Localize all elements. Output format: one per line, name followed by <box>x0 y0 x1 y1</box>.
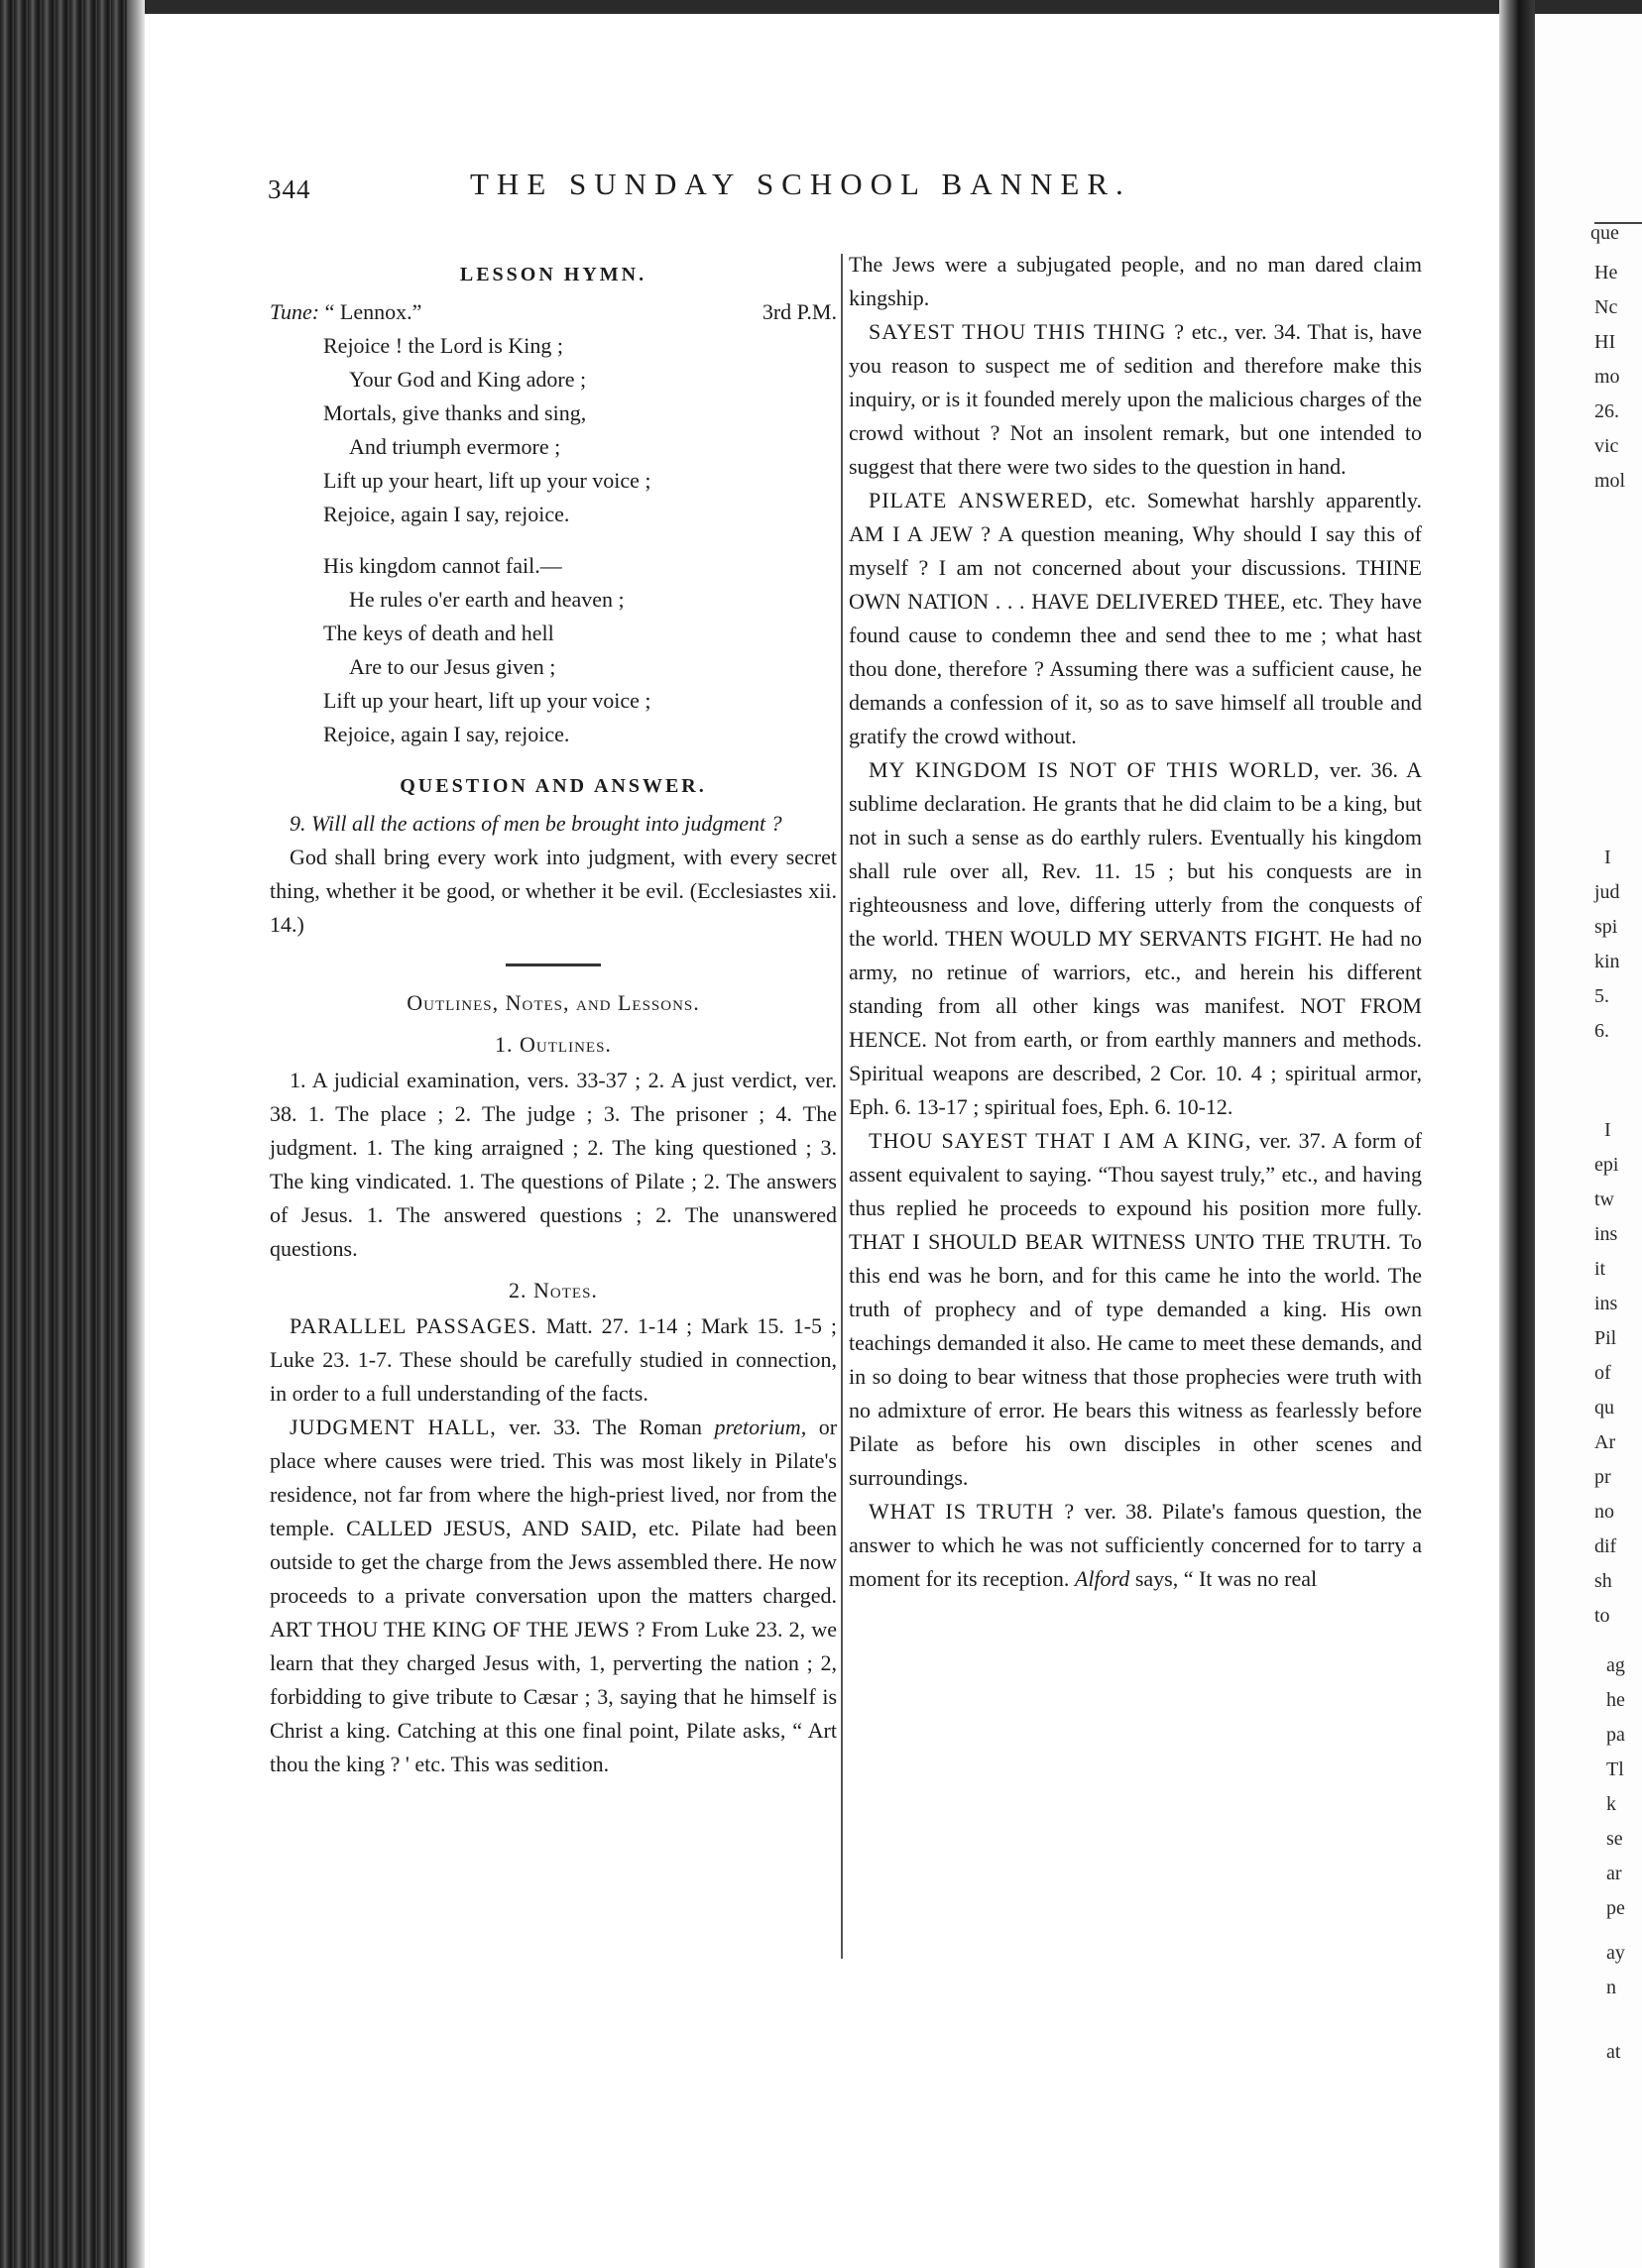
facing-page-text-fragment: sh <box>1594 1570 1612 1592</box>
hymn-line: The keys of death and hell <box>323 621 554 645</box>
facing-page-text-fragment: mol <box>1594 470 1626 492</box>
note-pilate-answered <box>849 484 1422 753</box>
running-title: THE SUNDAY SCHOOL BANNER. <box>470 167 1131 201</box>
note-text: Matt. 27. 1-14 ; Mark 15. 1-5 ; Luke 23. 1-7. These should be carefully studied in connection, in order to a full understanding of the facts. <box>270 1313 837 1406</box>
facing-page-text-fragment: ar <box>1606 1863 1622 1884</box>
note-lead: WHAT IS TRUTH ? <box>869 1499 1076 1524</box>
book-gutter <box>1499 0 1535 2268</box>
facing-page-text-fragment: 6. <box>1594 1020 1609 1042</box>
tune-name: “ Lennox.” <box>324 299 422 324</box>
note-judgment-hall <box>270 1411 837 1781</box>
facing-page-text-fragment: spi <box>1594 916 1618 938</box>
facing-page-text-fragment: to <box>1594 1605 1610 1627</box>
facing-page-text-fragment: k <box>1606 1793 1616 1815</box>
facing-page-text-fragment: I <box>1604 1119 1611 1141</box>
hymn-line: Are to our Jesus given ; <box>349 654 556 679</box>
facing-page-text-fragment: 5. <box>1594 985 1609 1007</box>
hymn-line: Your God and King adore ; <box>349 367 587 392</box>
page-edge-shadow <box>127 0 145 2268</box>
tune-line <box>270 295 837 329</box>
book-binding <box>0 0 135 2268</box>
facing-page-text-fragment: he <box>1606 1689 1625 1711</box>
tune-info <box>270 295 421 329</box>
right-column <box>849 248 1422 1596</box>
facing-page-text-fragment: He <box>1594 262 1618 284</box>
facing-page-text-fragment: Pil <box>1594 1327 1617 1349</box>
note-parallel-passages <box>270 1309 837 1411</box>
note-text: or place where causes were tried. This was most likely in Pilate's residence, not far from where the high-priest lived, nor from the temple. CALLED JESUS, AND SAID, etc. Pilate had been outside to get the charge from the Jews assembled there. He now proceeds to a private conversation upon the matters charged. ART THOU THE KING OF THE JEWS ? From Luke 23. 2, we learn that they charged Jesus with, 1, perverting the nation ; 2, forbidding to give tribute to Cæsar ; 3, saying that he himself is Christ a king. Catching at this one final point, Pilate asks, “ Art thou the king ? ' etc. This was sedition. <box>270 1415 838 1776</box>
note-sayest-thou <box>849 315 1422 484</box>
tune-label: Tune: <box>270 299 320 324</box>
note-text: ver. 38. Pilate's famous question, the answer to which he was not sufficiently concerned for to tarry a moment for its reception. <box>849 1499 1422 1591</box>
note-my-kingdom <box>849 753 1422 1124</box>
note-italic-term: pretorium, <box>714 1415 807 1439</box>
outlines-subhead: 1. Outlines. <box>495 1032 612 1057</box>
facing-page-text-fragment: n <box>1606 1977 1616 1998</box>
note-thou-sayest <box>849 1124 1422 1495</box>
facing-page-text-fragment: pe <box>1606 1897 1625 1919</box>
facing-page-text-fragment: que <box>1590 222 1619 244</box>
facing-page-text-fragment: epi <box>1594 1154 1619 1176</box>
note-lead: MY KINGDOM IS NOT OF THIS WORLD, <box>869 757 1321 782</box>
note-what-is-truth <box>849 1495 1422 1596</box>
left-column <box>270 248 837 1781</box>
hymn-line: His kingdom cannot fail.— <box>323 553 562 578</box>
facing-page-text-fragment: it <box>1594 1258 1606 1280</box>
facing-page-text-fragment: mo <box>1594 366 1620 388</box>
hymn-line: Mortals, give thanks and sing, <box>323 400 587 425</box>
facing-page-text-fragment: Ar <box>1594 1431 1616 1453</box>
note-lead: SAYEST THOU THIS THING ? <box>869 319 1185 344</box>
hymn-stanza-1 <box>270 329 837 531</box>
facing-page-text-fragment: jud <box>1594 881 1620 903</box>
facing-page-text-fragment: Nc <box>1594 296 1618 318</box>
note-lead: THOU SAYEST THAT I AM A KING, <box>869 1128 1252 1153</box>
qa-title: QUESTION AND ANSWER. <box>400 775 707 797</box>
facing-page-text-fragment: pa <box>1606 1724 1625 1746</box>
facing-page-text-fragment: dif <box>1594 1535 1617 1557</box>
notes-subhead: 2. Notes. <box>509 1278 598 1303</box>
facing-page-text-fragment: pr <box>1594 1466 1611 1488</box>
hymn-line: Rejoice ! the Lord is King ; <box>323 333 563 358</box>
note-text: etc. Somewhat harshly apparently. AM I A JEW ? A question meaning, Why should I say this of myself ? I am not concerned about your discussions. THINE OWN NATION . . . HAVE DELIVERED THEE, etc. They have found cause to condemn thee and send thee to me ; what hast thou done, therefore ? Assuming there was a sufficient cause, he demands a confession of it, so as to save himself all trouble and gratify the crowd without. <box>849 488 1423 748</box>
facing-page-text-fragment: 26. <box>1594 400 1619 422</box>
hymn-line: He rules o'er earth and heaven ; <box>349 587 625 612</box>
note-text: ver. 37. A form of assent equivalent to saying. “Thou sayest truly,” etc., and having thus replied he proceeds to expound his position more fully. THAT I SHOULD BEAR WITNESS UNTO THE TRUTH. To this end was he born, and for this came he into the world. The truth of prophecy and of type demanded a king. His own teachings demanded it also. He came to meet these demands, and in so doing to bear witness that those prophecies were truth with no admixture of error. He bears this witness as fearlessly before Pilate as before his own disciples in other scenes and surroundings. <box>849 1128 1422 1490</box>
facing-page-text-fragment: HI <box>1594 331 1616 353</box>
facing-page-text-fragment: ag <box>1606 1654 1625 1676</box>
scan-top-edge <box>0 0 1642 14</box>
facing-page-text-fragment: ins <box>1594 1223 1618 1245</box>
hymn-line: Lift up your heart, lift up your voice ; <box>323 468 651 493</box>
facing-page-fragment <box>1535 14 1642 2268</box>
facing-page-text-fragment: qu <box>1594 1397 1614 1418</box>
facing-page-text-fragment: no <box>1594 1501 1614 1523</box>
qa-question: 9. Will all the actions of men be brought into judgment ? <box>290 811 782 836</box>
facing-page-text-fragment: at <box>1606 2041 1621 2063</box>
outlines-section-title: Outlines, Notes, and Lessons. <box>407 990 700 1015</box>
note-lead: PILATE ANSWERED, <box>869 488 1095 512</box>
page-number: 344 <box>268 174 311 204</box>
hymn-line: Rejoice, again I say, rejoice. <box>323 502 570 526</box>
section-divider <box>506 964 601 966</box>
note-lead: PARALLEL PASSAGES. <box>290 1313 537 1338</box>
note-text: says, “ It was no real <box>1134 1566 1318 1591</box>
hymn-meter: 3rd P.M. <box>762 299 837 324</box>
facing-page-text-fragment: vic <box>1594 435 1619 457</box>
facing-page-text-fragment: ay <box>1606 1942 1625 1964</box>
column-divider <box>841 254 843 1959</box>
hymn-line: Rejoice, again I say, rejoice. <box>323 722 570 746</box>
facing-page-text-fragment: Tl <box>1606 1758 1624 1780</box>
qa-answer: God shall bring every work into judgment, with every secret thing, whether it be good, or whether it be evil. (Ecclesiastes xii. 14.) <box>270 845 837 937</box>
outlines-text: 1. A judicial examination, vers. 33-37 ; 2. A just verdict, ver. 38. 1. The place ; 2. The judge ; 3. The prisoner ; 4. The judgment. 1. The king arraigned ; 2. The king questioned ; 3. The king vindicated. 1. The questions of Pilate ; 2. The answers of Jesus. 1. The answered questions ; 2. The unanswered questions. <box>270 1068 837 1261</box>
note-continuation: The Jews were a subjugated people, and no man dared claim kingship. <box>849 252 1422 310</box>
facing-page-text-fragment: se <box>1606 1828 1623 1850</box>
note-text: etc., ver. 34. That is, have you reason to suspect me of sedition and therefore make this inquiry, or is it founded merely upon the malicious charges of the crowd without ? Not an insolent remark, but one intended to suggest that there were two sides to the question in hand. <box>849 319 1423 479</box>
facing-page-text-fragment: of <box>1594 1362 1611 1384</box>
note-text: ver. 33. The Roman <box>509 1415 703 1439</box>
note-text: ver. 36. A sublime declaration. He grants that he did claim to be a king, but not in such a sense as do earthly rulers. Eventually his kingdom shall rule over all, Rev. 11. 15 ; but his conquests are in righteousness and love, differing utterly from the conquests of the world. THEN WOULD MY SERVANTS FIGHT. He had no army, no retinue of warriors, etc., and herein his different standing from all other kings was manifest. NOT FROM HENCE. Not from earth, or from earthly manners and methods. Spiritual weapons are described, 2 Cor. 10. 4 ; spiritual armor, Eph. 6. 13-17 ; spiritual foes, Eph. 6. 10-12. <box>849 757 1422 1119</box>
hymn-title: LESSON HYMN. <box>459 264 647 285</box>
facing-page-text-fragment: tw <box>1594 1189 1614 1210</box>
hymn-stanza-2 <box>270 549 837 751</box>
note-lead: JUDGMENT HALL, <box>290 1415 497 1439</box>
hymn-line: Lift up your heart, lift up your voice ; <box>323 688 651 713</box>
facing-page-text-fragment: I <box>1604 847 1611 868</box>
note-italic-author: Alford <box>1074 1566 1130 1591</box>
hymn-line: And triumph evermore ; <box>349 434 561 459</box>
facing-page-text-fragment: kin <box>1594 951 1620 972</box>
facing-page-text-fragment: ins <box>1594 1293 1618 1314</box>
